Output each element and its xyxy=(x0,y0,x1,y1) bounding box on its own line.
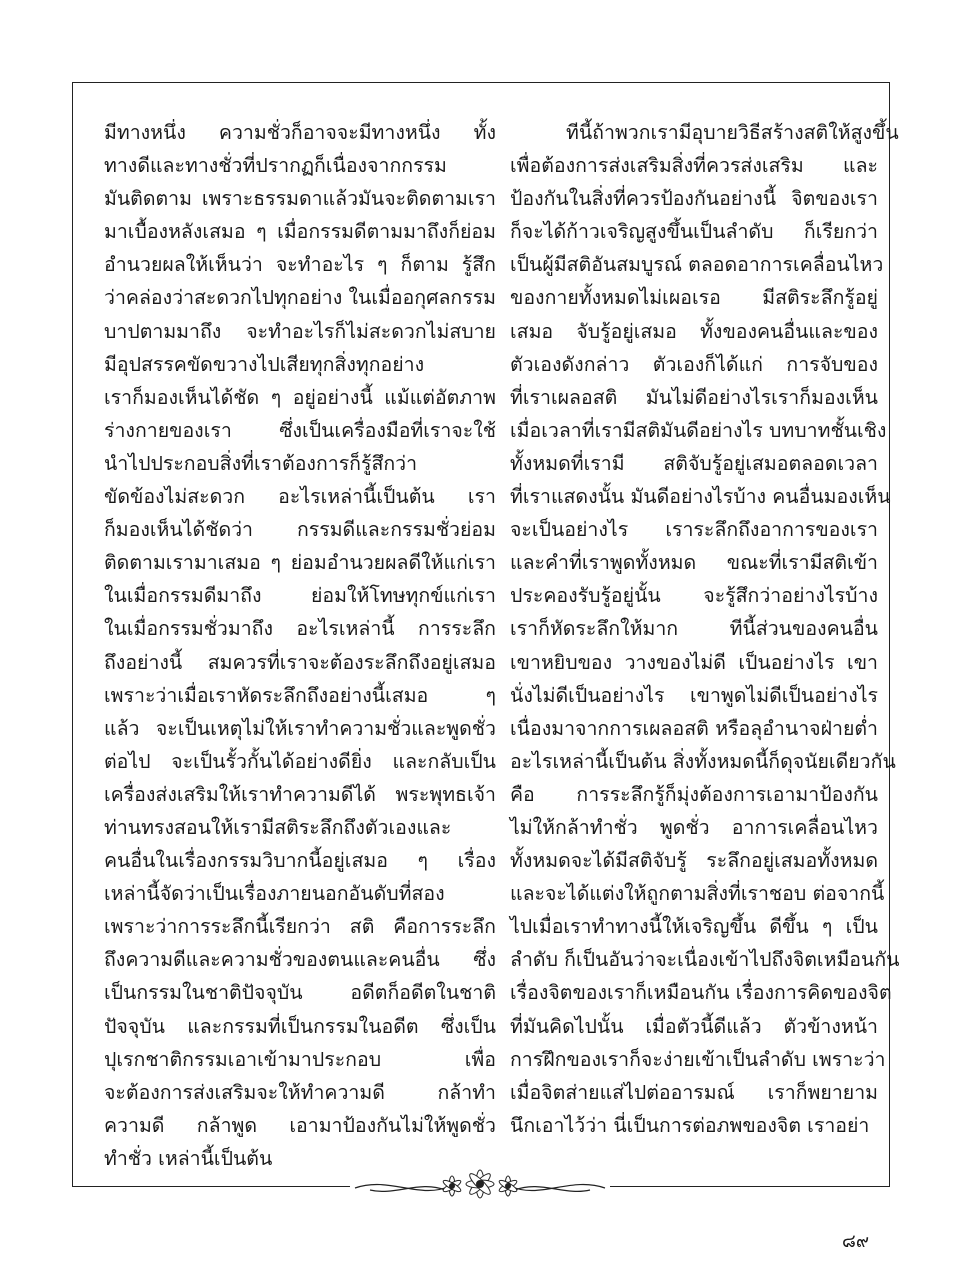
text-line: จะเป็นอย่างไร เราระลึกถึงอาการของเรา xyxy=(510,518,878,542)
text-line: เป็นผู้มีสติอันสมบูรณ์ ตลอดอาการเคลื่อนไหว xyxy=(510,253,884,277)
text-line: ไม่ให้กล้าทำชั่ว พูดชั่ว อาการเคลื่อนไหว xyxy=(510,815,878,839)
text-line: คือ การระลึกรู้ก็มุ่งต้องการเอามาป้องกัน xyxy=(510,782,878,806)
text-line: ที่เราแสดงนั้น มันดีอย่างไรบ้าง คนอื่นมองเห็น xyxy=(510,485,891,509)
text-line: ถึงความดีและความชั่วของตนและคนอื่น ซึ่ง xyxy=(104,948,496,972)
text-line: เมื่อจิตส่ายแส่ไปต่ออารมณ์ เราก็พยายาม xyxy=(510,1080,878,1104)
text-line: เหล่านี้จัดว่าเป็นเรื่องภายนอกอันดับที่สอง xyxy=(104,882,445,906)
text-line: ไปเมื่อเราทำทางนี้ให้เจริญขึ้น ดีขึ้น ๆ เป็น xyxy=(510,915,878,939)
text-line: มีทางหนึ่ง ความชั่วก็อาจจะมีทางหนึ่ง ทั้ง xyxy=(104,121,496,144)
text-line: เนื่องมาจากการเผลอสติ หรือลุอำนาจฝ่ายต่ำ xyxy=(510,716,878,740)
text-line: ในเมื่อกรรมชั่วมาถึง อะไรเหล่านี้ การระลึก xyxy=(104,617,496,641)
text-line: ทำชั่ว เหล่านี้เป็นต้น xyxy=(104,1146,273,1170)
text-line: ว่าคล่องว่าสะดวกไปทุกอย่าง ในเมื่ออกุศลกรรม xyxy=(104,286,497,310)
text-line: และคำที่เราพูดทั้งหมด ขณะที่เรามีสติเข้า xyxy=(510,551,878,575)
text-line: นำไปประกอบสิ่งที่เราต้องการก็รู้สึกว่า xyxy=(104,451,418,475)
text-line: เพราะว่าการระลึกนี้เรียกว่า สติ คือการระลึก xyxy=(104,915,496,939)
text-line: ก็มองเห็นได้ชัดว่า กรรมดีและกรรมชั่วย่อม xyxy=(104,518,496,542)
text-line: เครื่องส่งเสริมให้เราทำความดีได้ พระพุทธเจ้า xyxy=(104,782,496,806)
text-line: คนอื่นในเรื่องกรรมวิบากนี้อยู่เสมอ ๆ เรื่อง xyxy=(104,849,496,873)
text-line: ร่างกายของเรา ซึ่งเป็นเครื่องมือที่เราจะใช้ xyxy=(104,418,496,442)
text-line: ที่มันคิดไปนั้น เมื่อตัวนี้ดีแล้ว ตัวข้างหน้า xyxy=(510,1014,878,1038)
text-line: เราก็มองเห็นได้ชัด ๆ อยู่อย่างนี้ แม้แต่อัตภาพ xyxy=(104,385,496,409)
text-line: ติดตามเรามาเสมอ ๆ ย่อมอำนวยผลดีให้แก่เรา xyxy=(104,551,496,575)
text-line: เสมอ จับรู้อยู่เสมอ ทั้งของคนอื่นและของ xyxy=(510,319,878,343)
text-line: นั่งไม่ดีเป็นอย่างไร เขาพูดไม่ดีเป็นอย่างไร xyxy=(510,683,878,707)
text-line: อะไรเหล่านี้เป็นต้น สิ่งทั้งหมดนี้ก็ดุจนัยเดียวกัน xyxy=(510,749,896,773)
text-line: การฝึกของเราก็จะง่ายเข้าเป็นลำดับ เพราะว่า xyxy=(510,1047,886,1071)
text-line: ในเมื่อกรรมดีมาถึง ย่อมให้โทษทุกข์แก่เรา xyxy=(104,584,496,608)
text-line: มาเบื้องหลังเสมอ ๆ เมื่อกรรมดีตามมาถึงก็ย่อม xyxy=(104,220,496,244)
text-line: มีอุปสรรคขัดขวางไปเสียทุกสิ่งทุกอย่าง xyxy=(104,352,425,376)
text-line: เรื่องจิตของเราก็เหมือนกัน เรื่องการคิดของจิต xyxy=(510,981,892,1005)
text-line: เมื่อเวลาที่เรามีสติมันดีอย่างไร บทบาทชั้นเชิง xyxy=(510,418,887,442)
text-line: ที่เราเผลอสติ มันไม่ดีอย่างไรเราก็มองเห็น xyxy=(510,385,878,409)
text-line: ท่านทรงสอนให้เรามีสติระลึกถึงตัวเองและ xyxy=(104,815,452,839)
text-line: ทั้งหมดที่เรามี สติจับรู้อยู่เสมอตลอดเวลา xyxy=(510,451,878,475)
text-line: อำนวยผลให้เห็นว่า จะทำอะไร ๆ ก็ตาม รู้สึก xyxy=(104,253,496,277)
text-line: แล้ว จะเป็นเหตุไม่ให้เราทำความชั่วและพูดชั่ว xyxy=(104,716,496,740)
floral-ornament-icon xyxy=(350,1166,610,1206)
text-line: เพราะว่าเมื่อเราหัดระลึกถึงอย่างนี้เสมอ ๆ xyxy=(104,683,496,707)
text-line: และจะได้แต่งให้ถูกตามสิ่งที่เราชอบ ต่อจากนี้ xyxy=(510,882,885,906)
text-line: ประคองรับรู้อยู่นั้น จะรู้สึกว่าอย่างไรบ้าง xyxy=(510,584,878,608)
left-text-column xyxy=(104,116,496,1175)
text-line: ทีนี้ถ้าพวกเรามีอุบายวิธีสร้างสติให้สูงขึ้น xyxy=(566,121,899,144)
text-line: ถึงอย่างนี้ สมควรที่เราจะต้องระลึกถึงอยู่เสมอ xyxy=(104,650,496,674)
right-text-column xyxy=(510,116,900,1142)
text-line: ความดี กล้าพูด เอามาป้องกันไม่ให้พูดชั่ว xyxy=(104,1113,496,1137)
text-line: นึกเอาไว้ว่า นี่เป็นการต่อภพของจิต เราอย่า xyxy=(510,1113,870,1137)
text-line: มันติดตาม เพราะธรรมดาแล้วมันจะติดตามเรา xyxy=(104,187,496,211)
text-line: ปุเรกชาติกรรมเอาเข้ามาประกอบ เพื่อ xyxy=(104,1047,496,1071)
text-line: ตัวเองดังกล่าว ตัวเองก็ได้แก่ การจับของ xyxy=(510,352,878,376)
text-line: ต่อไป จะเป็นรั้วกั้นได้อย่างดียิ่ง และกลับเป็น xyxy=(104,749,496,773)
text-line: เพื่อต้องการส่งเสริมสิ่งที่ควรส่งเสริม และ xyxy=(510,154,878,178)
text-line: ทั้งหมดจะได้มีสติจับรู้ ระลึกอยู่เสมอทั้งหมด xyxy=(510,849,878,873)
page-number: ๘๙ xyxy=(842,1231,870,1252)
text-line: ป้องกันในสิ่งที่ควรป้องกันอย่างนี้ จิตของเรา xyxy=(510,187,878,211)
text-line: ก็จะได้ก้าวเจริญสูงขึ้นเป็นลำดับ ก็เรียกว่า xyxy=(510,220,878,244)
text-line: ลำดับ ก็เป็นอันว่าจะเนื่องเข้าไปถึงจิตเหมือนกัน xyxy=(510,948,900,972)
text-line: บาปตามมาถึง จะทำอะไรก็ไม่สะดวกไม่สบาย xyxy=(104,319,496,343)
text-line: เขาหยิบของ วางของไม่ดี เป็นอย่างไร เขา xyxy=(510,650,878,674)
text-line: เราก็หัดระลึกให้มาก ทีนี้ส่วนของคนอื่น xyxy=(510,617,878,641)
text-line: ทางดีและทางชั่วที่ปรากฏก็เนื่องจากกรรม xyxy=(104,154,447,178)
text-line: ของกายทั้งหมดไม่เผอเรอ มีสติระลึกรู้อยู่ xyxy=(510,286,878,310)
text-line: จะต้องการส่งเสริมจะให้ทำความดี กล้าทำ xyxy=(104,1080,496,1104)
text-line: เป็นกรรมในชาติปัจจุบัน อดีตก็อดีตในชาติ xyxy=(104,981,496,1005)
text-line: ปัจจุบัน และกรรมที่เป็นกรรมในอดีต ซึ่งเป็น xyxy=(104,1014,496,1038)
text-line: ขัดข้องไม่สะดวก อะไรเหล่านี้เป็นต้น เรา xyxy=(104,485,496,509)
